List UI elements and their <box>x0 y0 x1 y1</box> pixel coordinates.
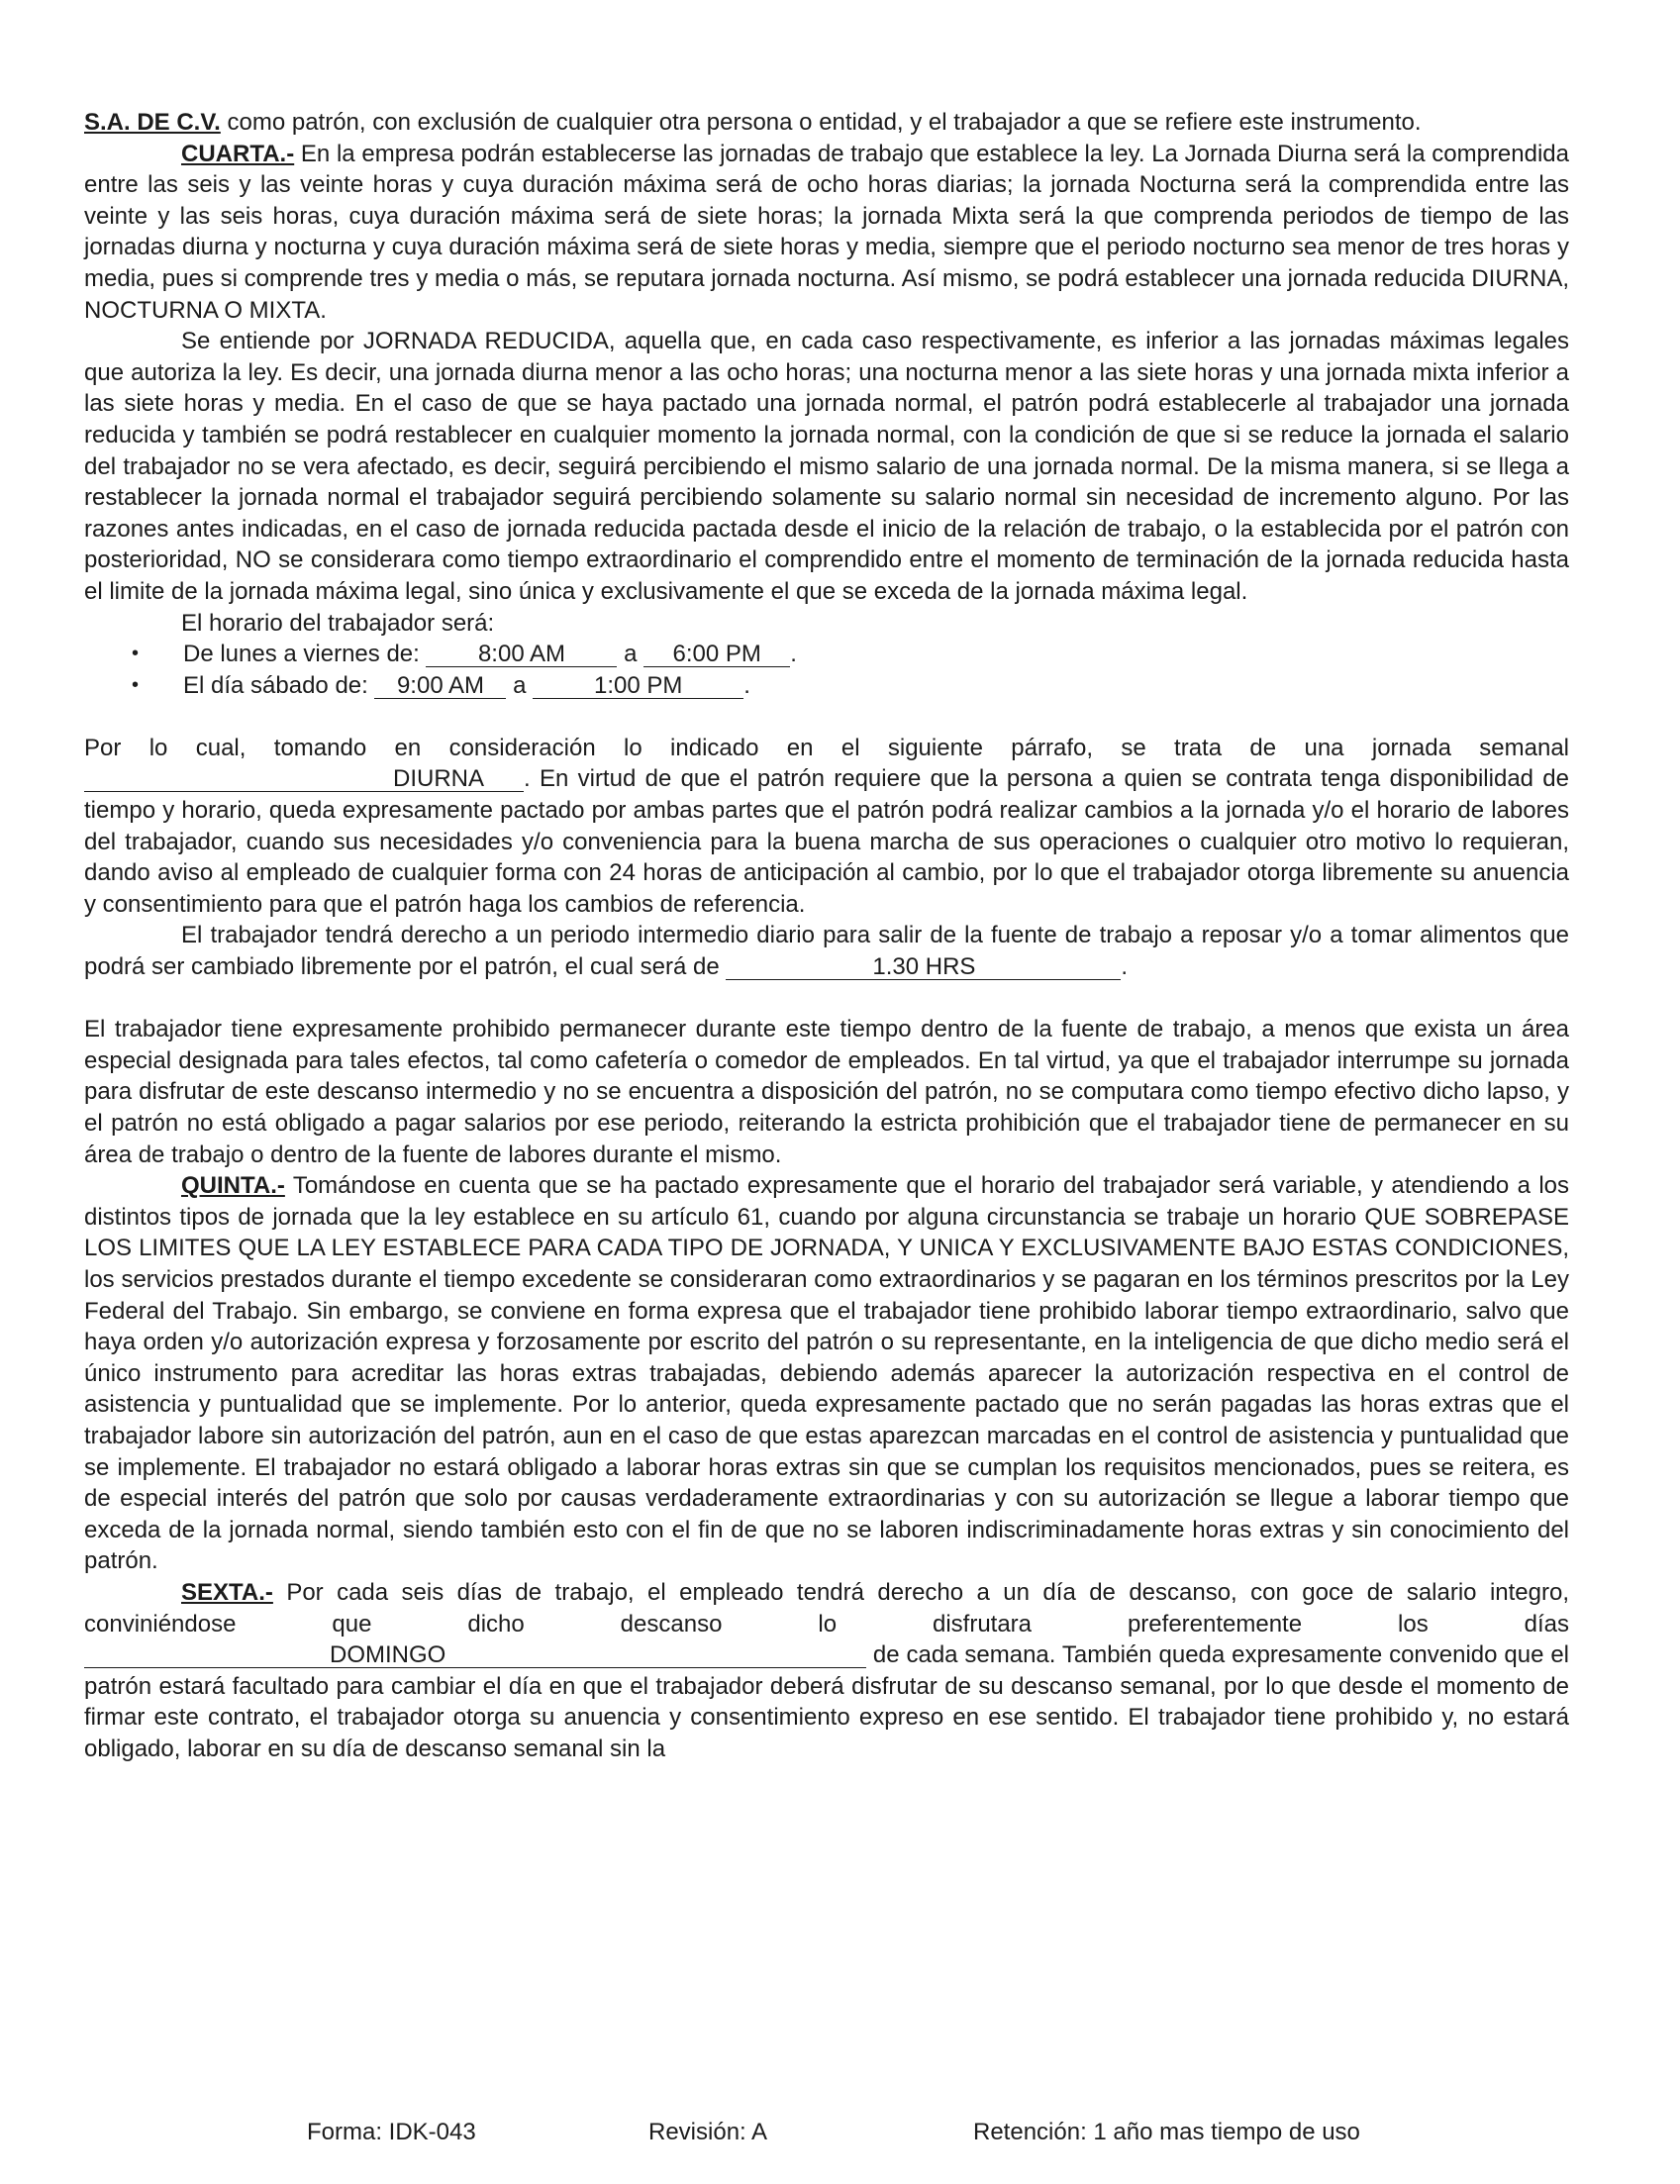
company-suffix: S.A. DE C.V. <box>84 109 221 136</box>
intermedio-field: 1.30 HRS <box>726 955 1121 980</box>
clause-sexta-text-1: Por cada seis días de trabajo, el empleado tendrá derecho a un día de descanso, con goce de salario integro, conviniéndose que dicho descanso lo disfrutara preferentemente los días <box>84 1578 1569 1638</box>
intermedio-paragraph <box>84 920 1569 982</box>
clause-quinta-heading: QUINTA.- <box>181 1172 285 1200</box>
weekday-end: . <box>790 641 797 668</box>
bullet-icon: • <box>132 673 140 696</box>
weekday-label: De lunes a viernes de: <box>183 641 420 668</box>
saturday-from-field: 9:00 AM <box>374 674 506 699</box>
schedule-saturday <box>84 670 1569 702</box>
saturday-label: El día sábado de: <box>183 671 368 699</box>
clause-sexta <box>84 1577 1569 1765</box>
clause-cuarta-heading: CUARTA.- <box>181 140 295 167</box>
weekday-sep: a <box>624 641 638 668</box>
clause-cuarta <box>84 139 1569 327</box>
intro-paragraph <box>84 107 1569 139</box>
footer-retention: Retención: 1 año mas tiempo de uso <box>973 2119 1360 2145</box>
schedule-weekday <box>84 639 1569 670</box>
footer-revision: Revisión: A <box>648 2119 768 2145</box>
intro-text: como patrón, con exclusión de cualquier otra persona o entidad, y el trabajador a que se refiere este instrumento. <box>220 109 1422 136</box>
clause-quinta <box>84 1170 1569 1577</box>
footer-form-code: Forma: IDK-043 <box>307 2119 476 2145</box>
jornada-reducida-paragraph: Se entiende por JORNADA REDUCIDA, aquella que, en cada caso respectivamente, es inferior a las jornadas máximas legales que autoriza la ley. Es decir, una jornada diurna menor a las ocho horas; una nocturna menor a las siete horas y una jornada mixta inferior a las siete horas y media. En el caso de que se haya pactado una jornada normal, el patrón podrá establecerle al trabajador una jornada reducida y también se podrá restablecer en cualquier momento la jornada normal, con la condición de que si se reduce la jornada el salario del trabajador no se vera afectado, es decir, seguirá percibiendo el mismo salario de una jornada normal. De la misma manera, si se llega a restablecer la jornada normal el trabajador seguirá percibiendo solamente su salario normal sin necesidad de incremento alguno. Por las razones antes indicadas, en el caso de jornada reducida pactada desde el inicio de la relación de trabajo, o la establecida por el patrón con posterioridad, NO se considerara como tiempo extraordinario el comprendido entre el momento de terminación de la jornada reducida hasta el limite de la jornada máxima legal, sino única y exclusivamente el que se exceda de la jornada máxima legal. <box>84 328 1569 605</box>
descanso-field: DOMINGO <box>84 1643 866 1668</box>
clause-cuarta-text: En la empresa podrán establecerse las jornadas de trabajo que establece la ley. La Jornada Diurna será la comprendida entre las seis y las veinte horas y cuya duración máxima será de ocho horas diarias; la jornada Nocturna será la comprendida entre las veinte y las seis horas, cuya duración máxima será de siete horas; la jornada Mixta será la que comprenda periodos de tiempo de las jornadas diurna y nocturna y cuya duración máxima será de siete horas y media, siempre que el periodo nocturno sea menor de tres horas y media, pues si comprende tres y media o más, se reputara jornada nocturna. Así mismo, se podrá establecer una jornada reducida DIURNA, NOCTURNA O MIXTA. <box>84 140 1569 324</box>
clause-sexta-text-2: de cada semana. También queda expresamente convenido que el patrón estará facultado para cambiar el día en que el trabajador deberá disfrutar de su descanso semanal, por lo que desde el momento de firmar este contrato, el trabajador otorga su anuencia y consentimiento expreso en ese sentido. El trabajador tiene prohibido y, no estará obligado, laborar en su día de descanso semanal sin la <box>84 1641 1569 1762</box>
horario-intro: El horario del trabajador será: <box>181 609 495 637</box>
clause-sexta-heading: SEXTA.- <box>181 1578 273 1606</box>
saturday-to-field: 1:00 PM <box>533 674 743 699</box>
prohibido-paragraph: El trabajador tiene expresamente prohibido permanecer durante este tiempo dentro de la fuente de trabajo, a menos que exista un área especial designada para tales efectos, tal como cafetería o comedor de empleados. En tal virtud, ya que el trabajador interrumpe su jornada para disfrutar de este descanso intermedio y no se encuentra a disposición del patrón, no se computara como tiempo efectivo dicho lapso, y el patrón no está obligado a pagar salarios por ese periodo, reiterando la estricta prohibición que el trabajador tiene de permanecer en su área de trabajo o dentro de la fuente de labores durante el mismo. <box>84 1016 1569 1168</box>
intermedio-end: . <box>1121 953 1129 981</box>
weekday-from-field: 8:00 AM <box>426 643 617 667</box>
bullet-icon: • <box>132 643 140 665</box>
intermedio-text: El trabajador tendrá derecho a un periodo intermedio diario para salir de la fuente de trabajo a reposar y/o a tomar alimentos que podrá ser cambiado libremente por el patrón, el cual será de <box>84 922 1569 981</box>
semanal-text-1: Por lo cual, tomando en consideración lo indicado en el siguiente párrafo, se trata de una jornada semanal <box>84 734 1569 761</box>
clause-quinta-text: Tomándose en cuenta que se ha pactado expresamente que el horario del trabajador será variable, y atendiendo a los distintos tipos de jornada que la ley establece en su artículo 61, cuando por alguna circunstancia se trabaje un horario QUE SOBREPASE LOS LIMITES QUE LA LEY ESTABLECE PARA CADA TIPO DE JORNADA, Y UNICA Y EXCLUSIVAMENTE BAJO ESTAS CONDICIONES, los servicios prestados durante el tiempo excedente se consideraran como extraordinarios y se pagaran en los términos prescritos por la Ley Federal del Trabajo. Sin embargo, se conviene en forma expresa que el trabajador tiene prohibido laborar tiempo extraordinario, salvo que haya orden y/o autorización expresa y forzosamente por escrito del patrón o su representante, en la inteligencia de que dicho medio será el único instrumento para acreditar las horas extras trabajadas, debiendo además aparecer la autorización respectiva en el control de asistencia y puntualidad que se implemente. Por lo anterior, queda expresamente pactado que no serán pagadas las horas extras que el trabajador labore sin autorización del patrón, aun en el caso de que estas aparezcan marcadas en el control de asistencia y puntualidad que se implemente. El trabajador no estará obligado a laborar horas extras sin que se cumplan los requisitos mencionados, pues se reitera, es de especial interés del patrón que solo por causas verdaderamente extraordinarias y con su autorización se llegue a laborar tiempo que exceda de la jornada normal, siendo también esto con el fin de que no se laboren indiscriminadamente horas extras y sin conocimiento del patrón. <box>84 1172 1569 1575</box>
weekday-to-field: 6:00 PM <box>643 643 790 667</box>
jornada-semanal-paragraph <box>84 733 1569 921</box>
contract-page <box>84 107 1569 1764</box>
saturday-end: . <box>743 671 750 699</box>
semanal-text-2: . En virtud de que el patrón requiere que la persona a quien se contrata tenga disponibilidad de tiempo y horario, queda expresamente pactado por ambas partes que el patrón podrá realizar cambios a la jornada y/o el horario de labores del trabajador, cuando sus necesidades y/o conveniencia para la buena marcha de sus operaciones o cualquier otro motivo lo requieran, dando aviso al empleado de cualquier forma con 24 horas de anticipación al cambio, por lo que el trabajador otorga libremente su anuencia y consentimiento para que el patrón haga los cambios de referencia. <box>84 765 1569 918</box>
semanal-field: DIURNA <box>84 767 524 792</box>
saturday-sep: a <box>513 671 527 699</box>
schedule-list <box>84 639 1569 701</box>
